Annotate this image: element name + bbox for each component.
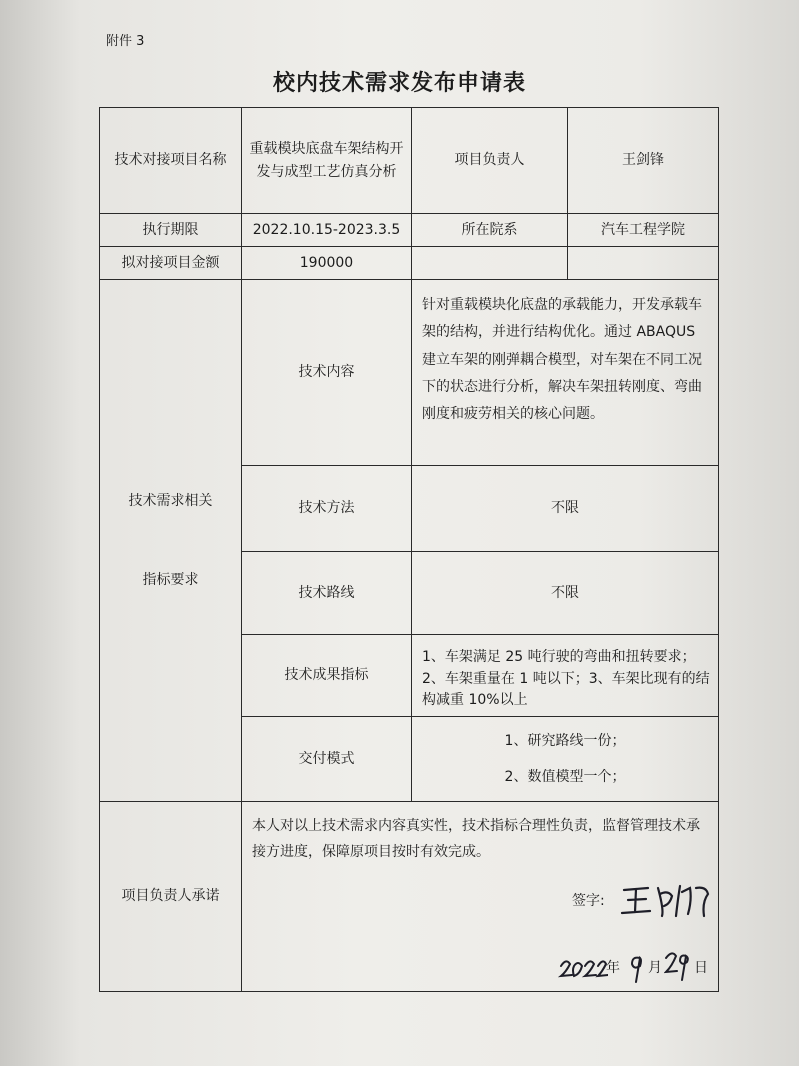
handwritten-year: [558, 954, 608, 982]
commitment-label: 项目负责人承诺: [100, 802, 242, 992]
method-label: 技术方法: [242, 466, 412, 552]
handwritten-signature: [620, 880, 715, 920]
handwritten-day: [664, 948, 694, 982]
amount-value: 190000: [242, 247, 412, 280]
requirements-group-label-line1: 技术需求相关: [128, 493, 213, 510]
empty-cell: [412, 247, 568, 280]
content-value: 针对重载模块化底盘的承载能力，开发承载车架的结构，并进行结构优化。通过 ABAQUS 建立车架的刚弹耦合模型，对车架在不同工况下的状态进行分析，解决车架扭转刚度、弯曲刚度和疲劳相关的核心问题。: [412, 280, 719, 466]
form-title: 校内技术需求发布申请表: [272, 71, 526, 96]
empty-cell: [568, 247, 719, 280]
date-month-char: 月: [648, 960, 662, 976]
requirements-group-label: [100, 280, 242, 802]
amount-label: 拟对接项目金额: [100, 247, 242, 280]
content-label: 技术内容: [242, 280, 412, 466]
requirements-group-label-line2: 指标要求: [142, 571, 199, 588]
date-year-char: 年: [606, 960, 620, 976]
route-value: 不限: [412, 552, 719, 635]
commitment-text: 本人对以上技术需求内容真实性，技术指标合理性负责，监督管理技术承接方进度，保障原项目按时有效完成。: [242, 802, 719, 992]
dept-value: 汽车工程学院: [568, 214, 719, 247]
delivery-label: 交付模式: [242, 717, 412, 802]
project-name-label: 技术对接项目名称: [100, 108, 242, 214]
method-value: 不限: [412, 466, 719, 552]
attachment-label: 附件 3: [106, 34, 145, 49]
period-value: 2022.10.15-2023.3.5: [242, 214, 412, 247]
route-label: 技术路线: [242, 552, 412, 635]
date-day-char: 日: [694, 960, 708, 976]
delivery-item-1: 1、研究路线一份；: [504, 732, 626, 749]
dept-label: 所在院系: [412, 214, 568, 247]
project-name-value: 重载模块底盘车架结构开发与成型工艺仿真分析: [242, 108, 412, 214]
leader-label: 项目负责人: [412, 108, 568, 214]
delivery-value: [412, 717, 719, 802]
sign-label: 签字:: [572, 893, 605, 909]
handwritten-month: [626, 950, 648, 984]
period-label: 执行期限: [100, 214, 242, 247]
leader-value: 王剑锋: [568, 108, 719, 214]
application-table: [99, 107, 719, 992]
result-label: 技术成果指标: [242, 635, 412, 717]
result-value: 1、车架满足 25 吨行驶的弯曲和扭转要求；2、车架重量在 1 吨以下；3、车架比现有的结构减重 10%以上: [412, 635, 719, 717]
delivery-item-2: 2、数值模型一个；: [504, 769, 626, 785]
